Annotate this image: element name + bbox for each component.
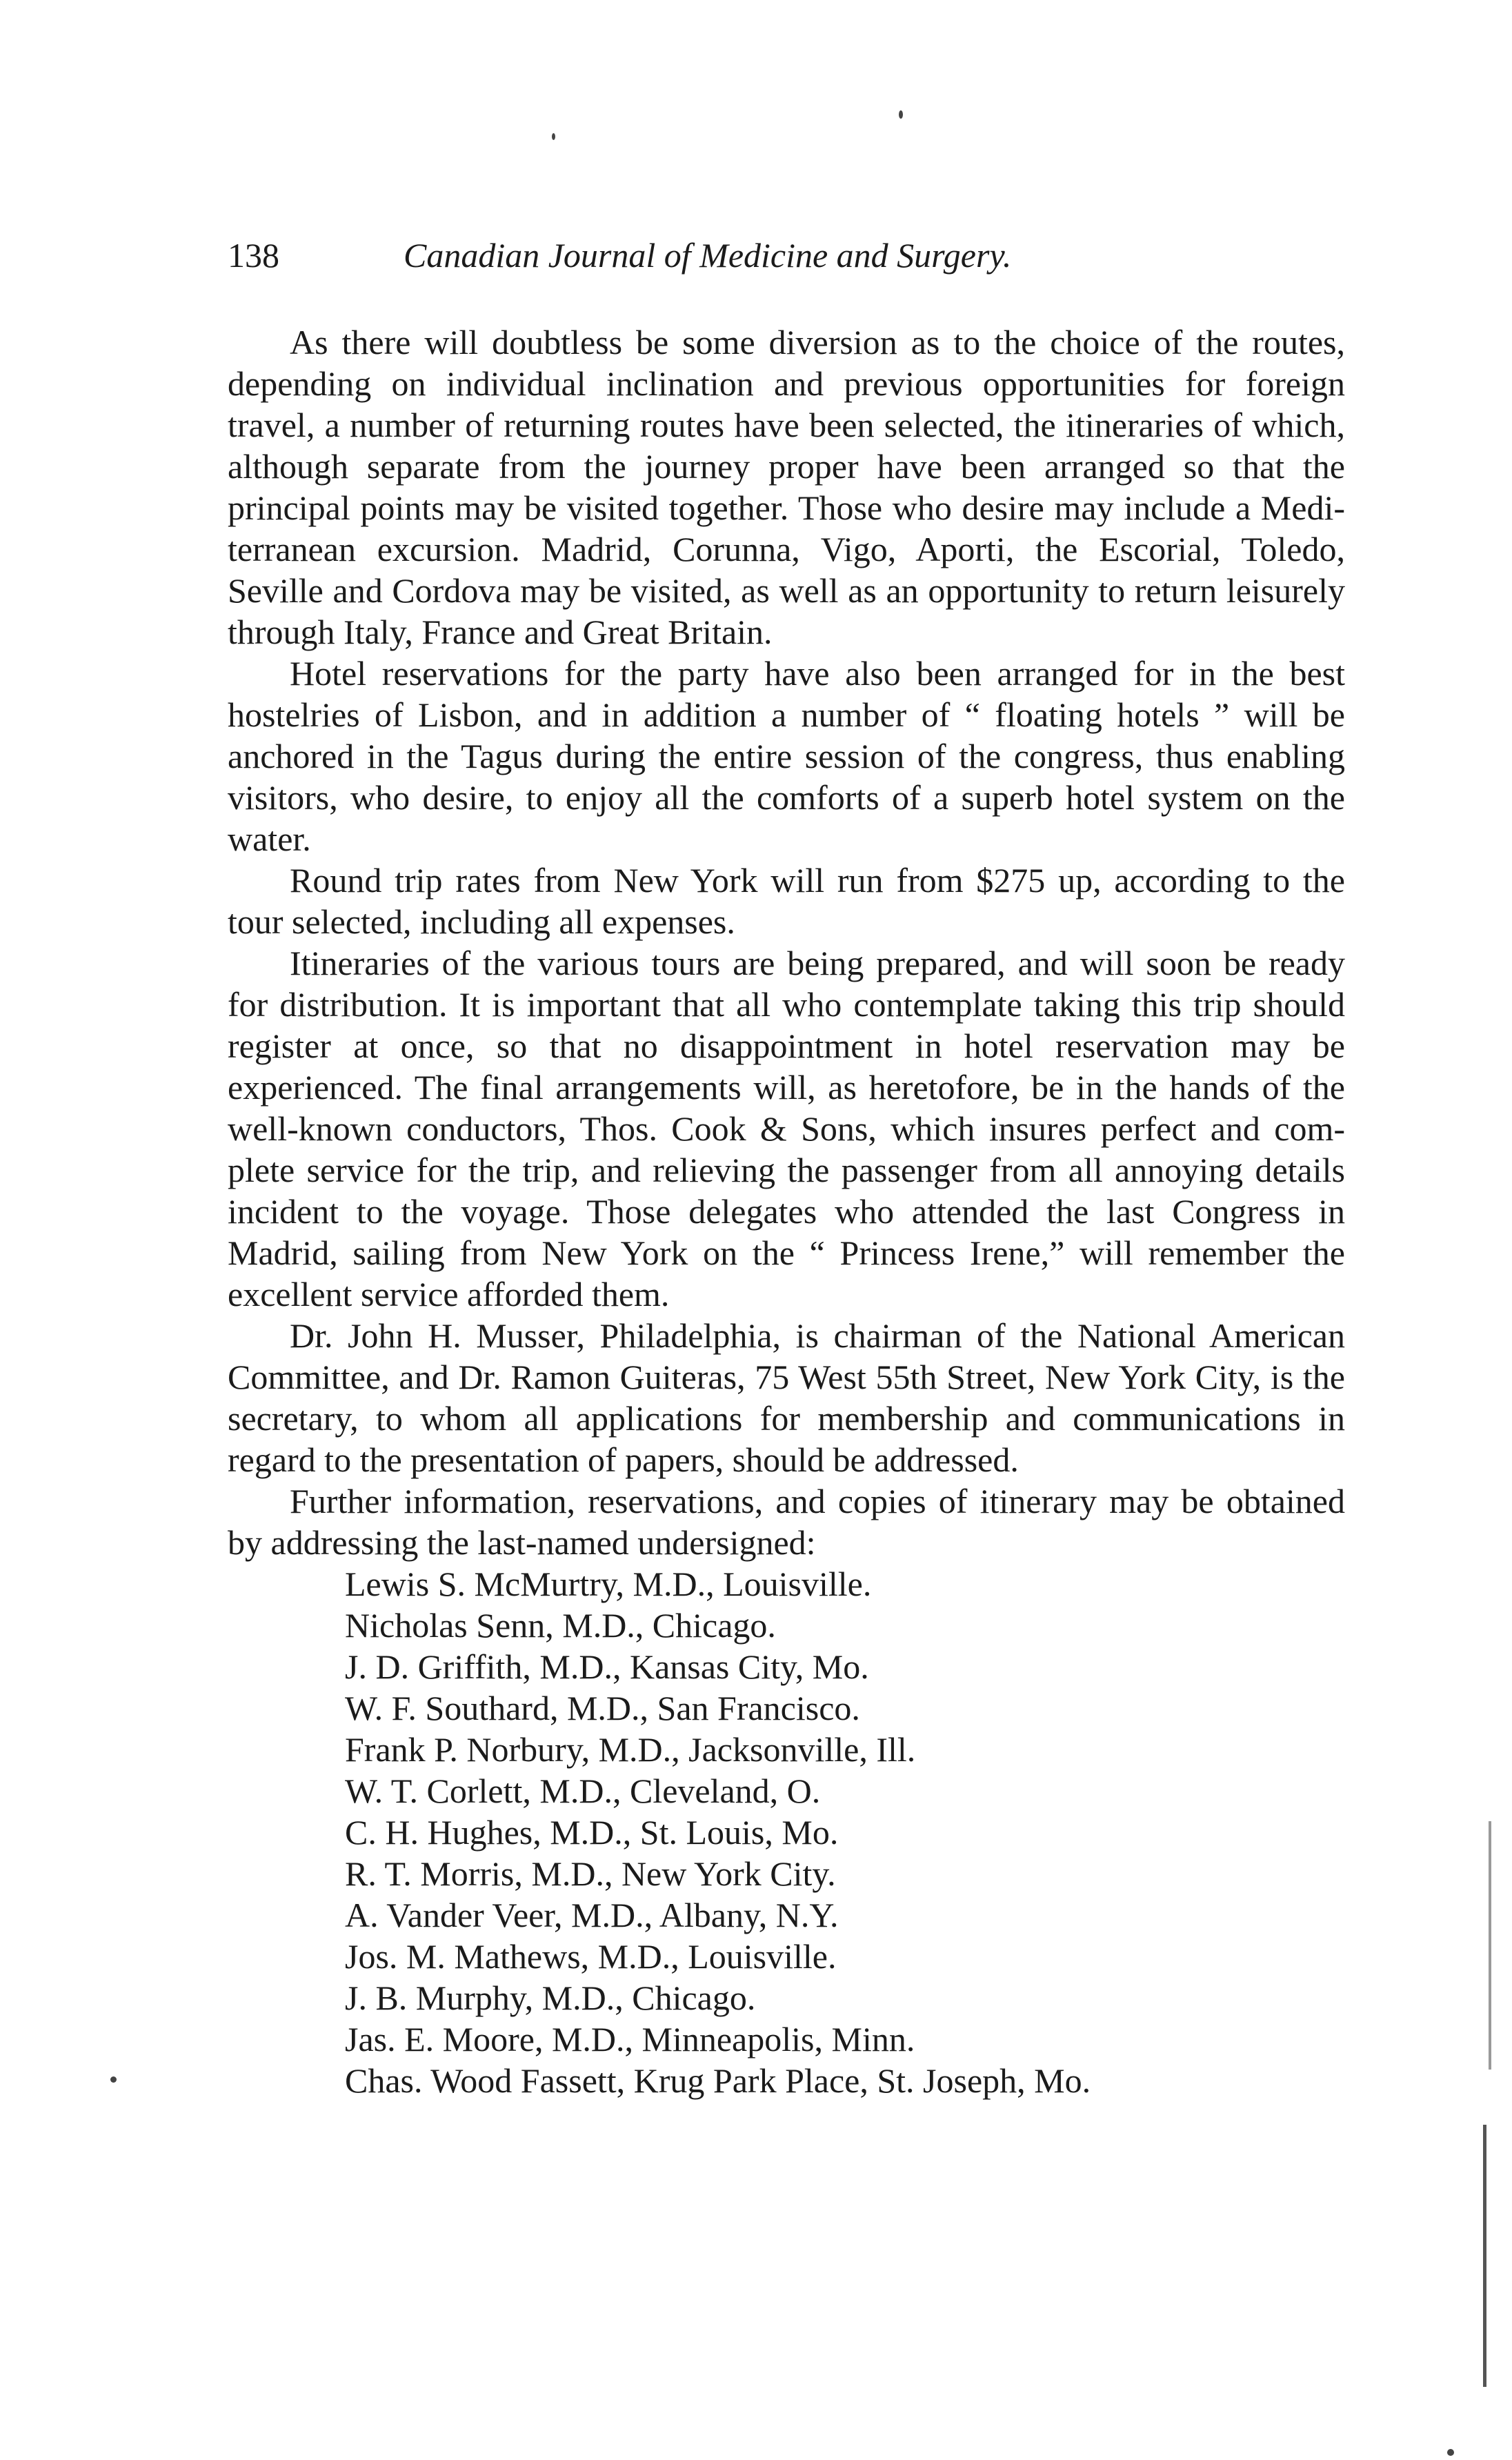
paragraph-itineraries: Itineraries of the various tours are being prepared, and will soon be ready for distribution. It is important that all who contemplate taking this trip should register at once, so that no disappointment in hotel reservation may be experienced. The final arrangements will, as heretofore, be in the hands of the well-known conductors, Thos. Cook & Sons, which insures perfect and complete service for the trip, and relieving the passenger from all annoying details incident to the voyage. Those delegates who attended the last Congress in Madrid, sailing from New York on the “ Princess Irene,” will remember the excellent service afforded them. — [228, 944, 1345, 1313]
signatory: Frank P. Norbury, M.D., Jacksonville, Ill. — [345, 1730, 916, 1769]
signatory: J. D. Griffith, M.D., Kansas City, Mo. — [345, 1647, 869, 1686]
running-title: Canadian Journal of Medicine and Surgery. — [404, 236, 1012, 275]
scan-speck — [1447, 2449, 1454, 2456]
scan-speck — [552, 133, 555, 140]
signatory: W. F. Southard, M.D., San Francisco. — [345, 1689, 860, 1727]
paragraph-hotels: Hotel reservations for the party have also been arranged for in the best hostelries of Lisbon, and in addition a number of “ floating hotels ” will be anchored in the Tagus during the entire session of the congress, thus enabling visitors, who desire, to enjoy all the comforts of a superb hotel system on the water. — [228, 654, 1345, 858]
paragraph-routes: As there will doubtless be some diversion as to the choice of the routes, depending on individual inclination and previous opportunities for foreign travel, a number of returning routes have been selected, the itineraries of which, although separate from the journey proper have been arranged so that the principal points may be visited together. Those who desire may include a Mediterranean excursion. Madrid, Corunna, Vigo, Aporti, the Escorial, Toledo, Seville and Cordova may be visited, as well as an opportunity to return leisurely through Italy, France and Great Britain. — [228, 323, 1345, 651]
paragraph-rates: Round trip rates from New York will run from $275 up, according to the tour selected, including all expenses. — [228, 861, 1345, 941]
paragraph-further-information: Further information, reservations, and copies of itinerary may be obtained by addressing the last-named undersigned: — [228, 1482, 1345, 1562]
signatory: Jas. E. Moore, M.D., Minneapolis, Minn. — [345, 2020, 915, 2059]
scan-speck — [110, 2076, 117, 2083]
scan-edge-mark — [1483, 2125, 1486, 2387]
signatory-list — [228, 1563, 1345, 2101]
page-number: 138 — [228, 236, 279, 275]
signatory: W. T. Corlett, M.D., Cleveland, O. — [345, 1772, 821, 1810]
signatory: Nicholas Senn, M.D., Chicago. — [345, 1606, 776, 1645]
paragraph-committee: Dr. John H. Musser, Philadelphia, is chairman of the National American Committee, and Dr. Ramon Guiteras, 75 West 55th Street, New York City, is the secretary, to whom all applications for membership and communications in regard to the presentation of papers, should be addressed. — [228, 1316, 1345, 1479]
signatory: A. Vander Veer, M.D., Albany, N.Y. — [345, 1896, 839, 1934]
signatory: J. B. Murphy, M.D., Chicago. — [345, 1978, 756, 2017]
signatory: Lewis S. McMurtry, M.D., Louisville. — [345, 1565, 872, 1603]
scan-edge-mark — [1489, 1821, 1491, 2070]
signatory: C. H. Hughes, M.D., St. Louis, Mo. — [345, 1813, 839, 1852]
signatory: Jos. M. Mathews, M.D., Louisville. — [345, 1937, 837, 1976]
signatory: R. T. Morris, M.D., New York City. — [345, 1854, 836, 1893]
running-header — [228, 228, 1345, 283]
signatory: Chas. Wood Fassett, Krug Park Place, St. Joseph, Mo. — [345, 2061, 1091, 2100]
article-body — [228, 321, 1345, 2101]
scan-speck — [899, 110, 903, 119]
